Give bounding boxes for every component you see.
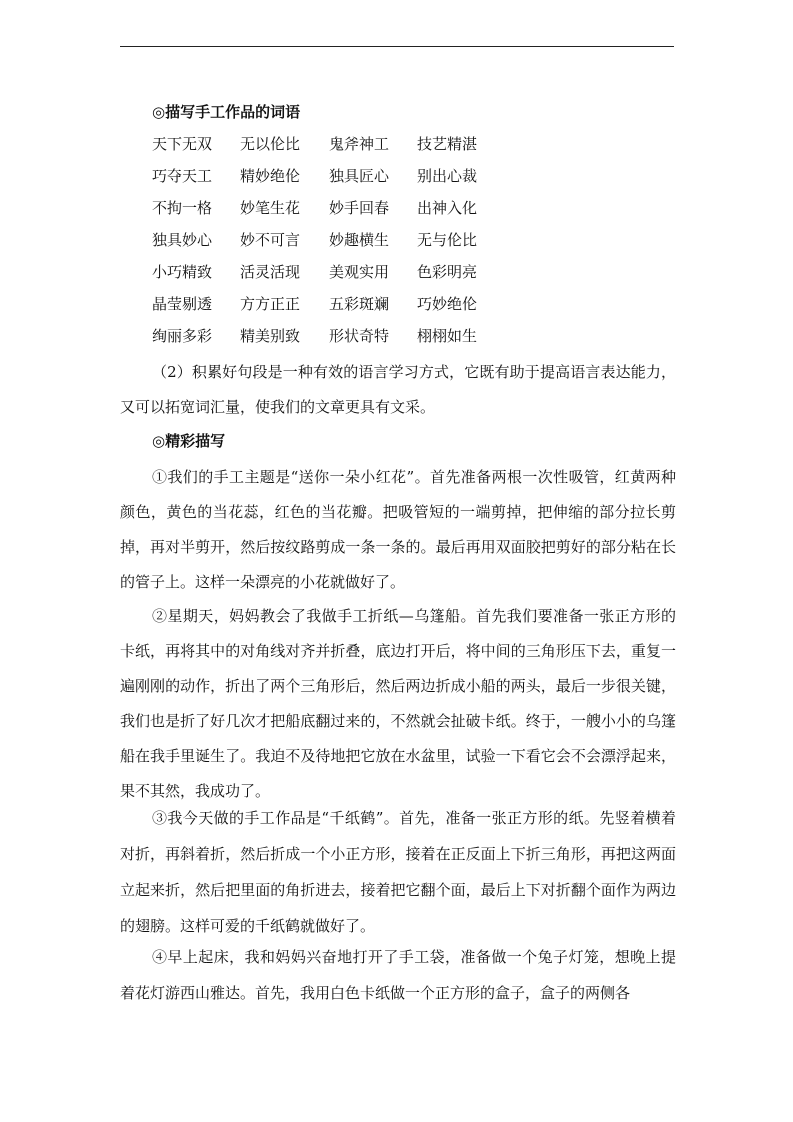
vocab-word: 栩栩如生 bbox=[417, 327, 478, 345]
section-title-excerpts: ◎精彩描写 bbox=[152, 432, 226, 450]
vocab-word: 独具匠心 bbox=[329, 167, 390, 185]
vocab-word: 不拘一格 bbox=[152, 199, 213, 217]
vocab-word: 出神入化 bbox=[417, 199, 478, 217]
header-rule bbox=[120, 46, 674, 47]
vocab-word: 色彩明亮 bbox=[417, 263, 478, 281]
excerpt-paragraph: ②星期天，妈妈教会了我做手工折纸—乌篷船。首先我们要准备一张正方形的卡纸，再将其中的对角线对齐并折叠，底边打开后，将中间的三角形压下去，重复一遍刚刚的动作，折出了两个三角形后，然后两边折成小船的两头，最后一步很关键，我们也是折了好几次才把船底翻过来的，不然就会扯破卡纸。终于，一艘小小的乌篷船在我手里诞生了。我迫不及待地把它放在水盆里，试验一下看它会不会漂浮起来，果不其然，我成功了。 bbox=[120, 607, 676, 800]
vocab-word: 精妙绝伦 bbox=[240, 167, 301, 185]
vocab-word: 晶莹剔透 bbox=[152, 295, 213, 313]
vocab-word: 鬼斧神工 bbox=[329, 135, 390, 153]
vocab-word: 妙笔生花 bbox=[240, 199, 301, 217]
vocab-word: 五彩斑斓 bbox=[329, 295, 390, 313]
vocab-word: 妙趣横生 bbox=[329, 231, 390, 249]
vocab-word: 独具妙心 bbox=[152, 231, 213, 249]
vocab-word: 无以伦比 bbox=[240, 135, 301, 153]
vocab-word: 巧妙绝伦 bbox=[417, 295, 478, 313]
vocab-word: 妙不可言 bbox=[240, 231, 301, 249]
vocab-word: 妙手回春 bbox=[329, 199, 390, 217]
vocab-word: 绚丽多彩 bbox=[152, 327, 213, 345]
vocab-word: 别出心裁 bbox=[417, 167, 478, 185]
vocab-word: 方方正正 bbox=[240, 295, 301, 313]
vocab-word: 形状奇特 bbox=[329, 327, 390, 345]
excerpt-paragraph: ①我们的手工主题是“送你一朵小红花”。首先准备两根一次性吸管，红黄两种颜色，黄色的当花蕊，红色的当花瓣。把吸管短的一端剪掉，把伸缩的部分拉长剪掉，再对半剪开，然后按纹路剪成一条一条的。最后再用双面胶把剪好的部分粘在长的管子上。这样一朵漂亮的小花就做好了。 bbox=[120, 468, 676, 591]
vocab-word: 活灵活现 bbox=[240, 263, 301, 281]
section-title-vocabulary: ◎描写手工作品的词语 bbox=[152, 103, 301, 121]
vocab-word: 精美别致 bbox=[240, 327, 301, 345]
vocab-word: 小巧精致 bbox=[152, 263, 213, 281]
vocab-word: 巧夺天工 bbox=[152, 167, 213, 185]
vocab-word: 美观实用 bbox=[329, 263, 390, 281]
intro-paragraph: （2）积累好句段是一种有效的语言学习方式，它既有助于提高语言表达能力，又可以拓宽词汇量，使我们的文章更具有文采。 bbox=[120, 363, 676, 416]
vocab-word: 天下无双 bbox=[152, 135, 213, 153]
vocab-word: 技艺精湛 bbox=[417, 135, 478, 153]
excerpt-paragraph: ④早上起床，我和妈妈兴奋地打开了手工袋，准备做一个兔子灯笼，想晚上提着花灯游西山雅达。首先，我用白色卡纸做一个正方形的盒子，盒子的两侧各 bbox=[120, 948, 676, 1002]
excerpt-paragraph: ③我今天做的手工作品是“千纸鹤”。首先，准备一张正方形的纸。先竖着横着对折，再斜着折，然后折成一个小正方形，接着在正反面上下折三角形，再把这两面立起来折，然后把里面的角折进去，接着把它翻个面，最后上下对折翻个面作为两边的翅膀。这样可爱的千纸鹤就做好了。 bbox=[120, 809, 676, 935]
vocab-word: 无与伦比 bbox=[417, 231, 478, 249]
